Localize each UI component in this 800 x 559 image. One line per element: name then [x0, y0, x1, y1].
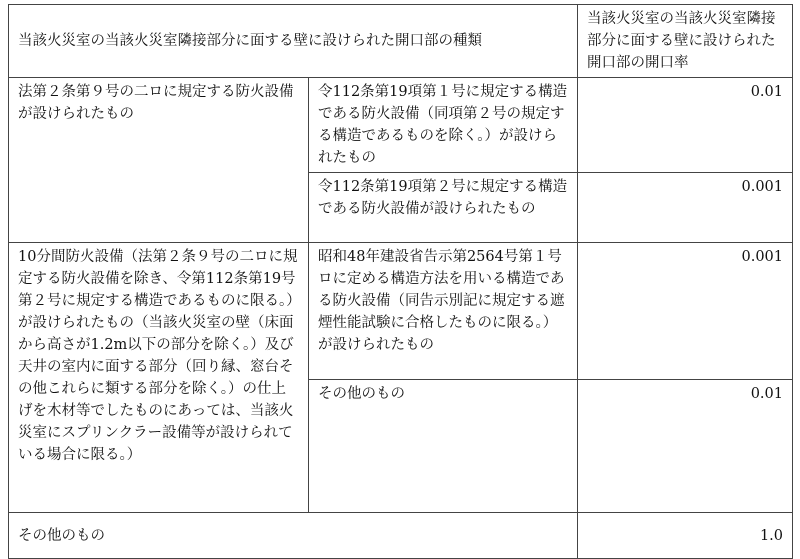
header-opening-rate: 当該火災室の当該火災室隣接部分に面する壁に設けられた開口部の開口率 — [578, 5, 793, 78]
row3-category: その他のもの — [9, 513, 578, 559]
opening-rate-table — [8, 4, 793, 559]
row2-b-rate: 0.01 — [578, 380, 793, 513]
row3-rate: 1.0 — [578, 513, 793, 559]
row1-b-description: 令112条第19項第２号に規定する構造である防火設備が設けられたもの — [309, 173, 578, 243]
row1-a-description: 令112条第19項第１号に規定する構造である防火設備（同項第２号の規定する構造であるものを除く。）が設けられたもの — [309, 78, 578, 173]
header-opening-type: 当該火災室の当該火災室隣接部分に面する壁に設けられた開口部の種類 — [9, 5, 578, 78]
row2-a-description: 昭和48年建設省告示第2564号第１号ロに定める構造方法を用いる構造である防火設備（同告示別記に規定する遮煙性能試験に合格したものに限る。）が設けられたもの — [309, 243, 578, 380]
row2-b-description: その他のもの — [309, 380, 578, 513]
row2-category: 10分間防火設備（法第２条９号の二ロに規定する防火設備を除き、令第112条第19号第２号に規定する構造であるものに限る。）が設けられたもの（当該火災室の壁（床面から高さが1.2m以下の部分を除く。）及び天井の室内に面する部分（回り縁、窓台その他これらに類する部分を除く。）の仕上げを木材等でしたものにあっては、当該火災室にスプリンクラー設備等が設けられている場合に限る。） — [9, 243, 309, 513]
row1-b-rate: 0.001 — [578, 173, 793, 243]
row1-category: 法第２条第９号の二ロに規定する防火設備が設けられたもの — [9, 78, 309, 243]
row1-a-rate: 0.01 — [578, 78, 793, 173]
row2-a-rate: 0.001 — [578, 243, 793, 380]
